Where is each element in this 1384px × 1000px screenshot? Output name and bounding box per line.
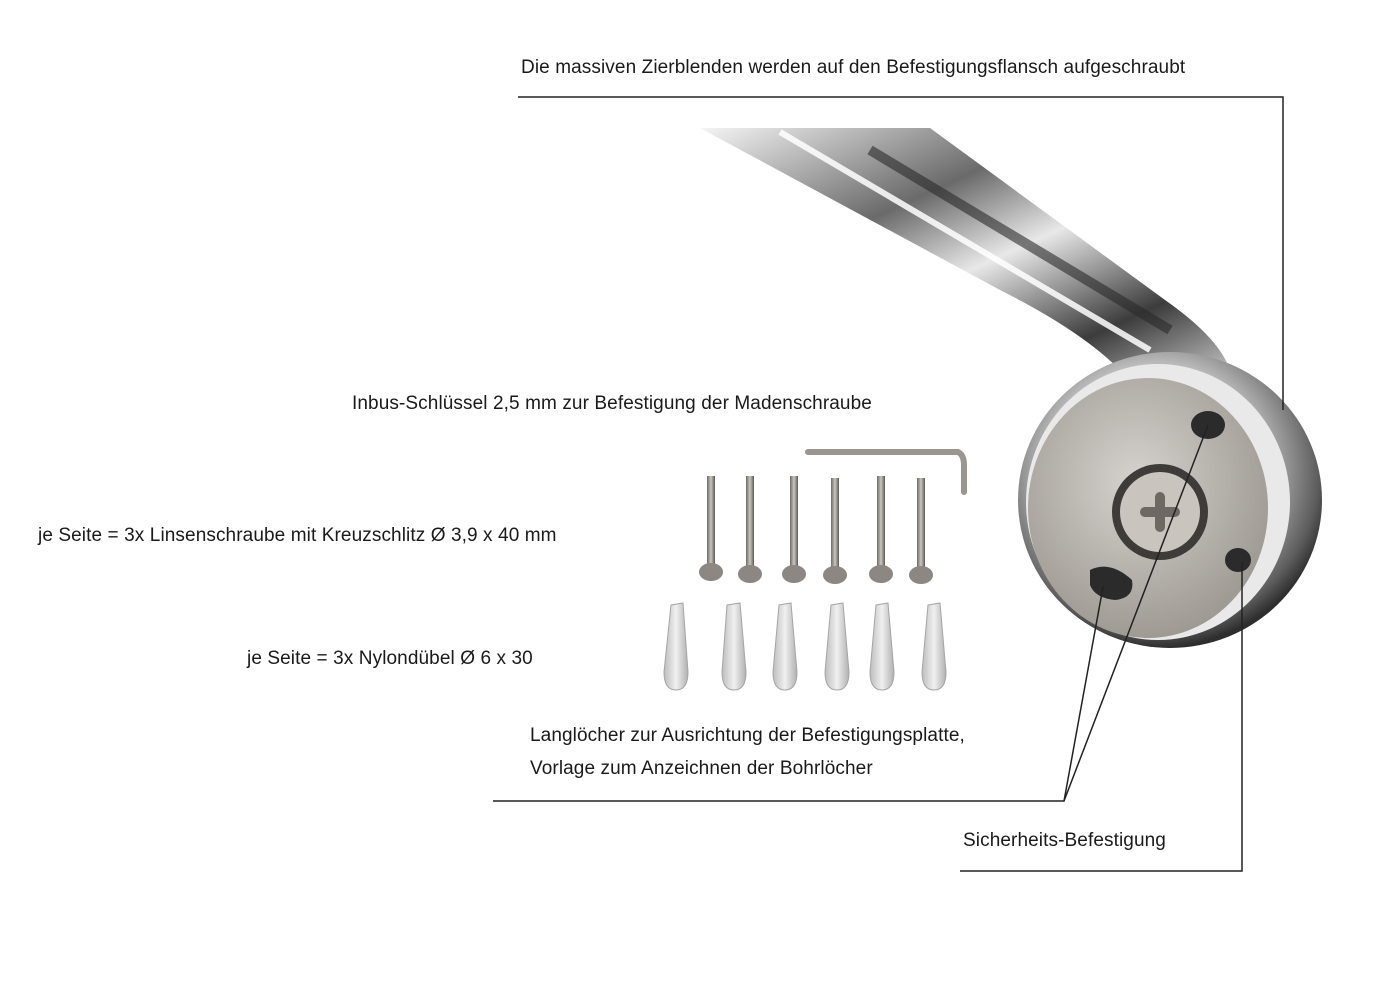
annotation-slots-line1: Langlöcher zur Ausrichtung der Befestigungsplatte, xyxy=(530,725,965,746)
screw xyxy=(782,476,806,583)
screws xyxy=(699,476,933,584)
annotation-screws: je Seite = 3x Linsenschraube mit Kreuzschlitz Ø 3,9 x 40 mm xyxy=(38,525,557,546)
dowel xyxy=(825,603,849,690)
annotation-slots-line2: Vorlage zum Anzeichnen der Bohrlöcher xyxy=(530,758,873,779)
screw xyxy=(869,476,893,583)
screw xyxy=(909,478,933,584)
annotation-decor-covers: Die massiven Zierblenden werden auf den Befestigungsflansch aufgeschraubt xyxy=(521,57,1186,78)
annotation-allen-key: Inbus-Schlüssel 2,5 mm zur Befestigung der Madenschraube xyxy=(352,393,872,414)
dowel xyxy=(922,603,946,690)
annotation-dowels: je Seite = 3x Nylondübel Ø 6 x 30 xyxy=(247,648,533,669)
grab-bar-tube xyxy=(700,128,1228,370)
dowel xyxy=(722,603,746,690)
dowel xyxy=(870,603,894,690)
dowel xyxy=(773,603,797,690)
annotation-safety: Sicherheits-Befestigung xyxy=(963,830,1166,851)
dowels xyxy=(664,603,946,690)
screw xyxy=(738,476,762,583)
screw xyxy=(699,476,723,581)
dowel xyxy=(664,603,688,690)
screw xyxy=(823,478,847,584)
